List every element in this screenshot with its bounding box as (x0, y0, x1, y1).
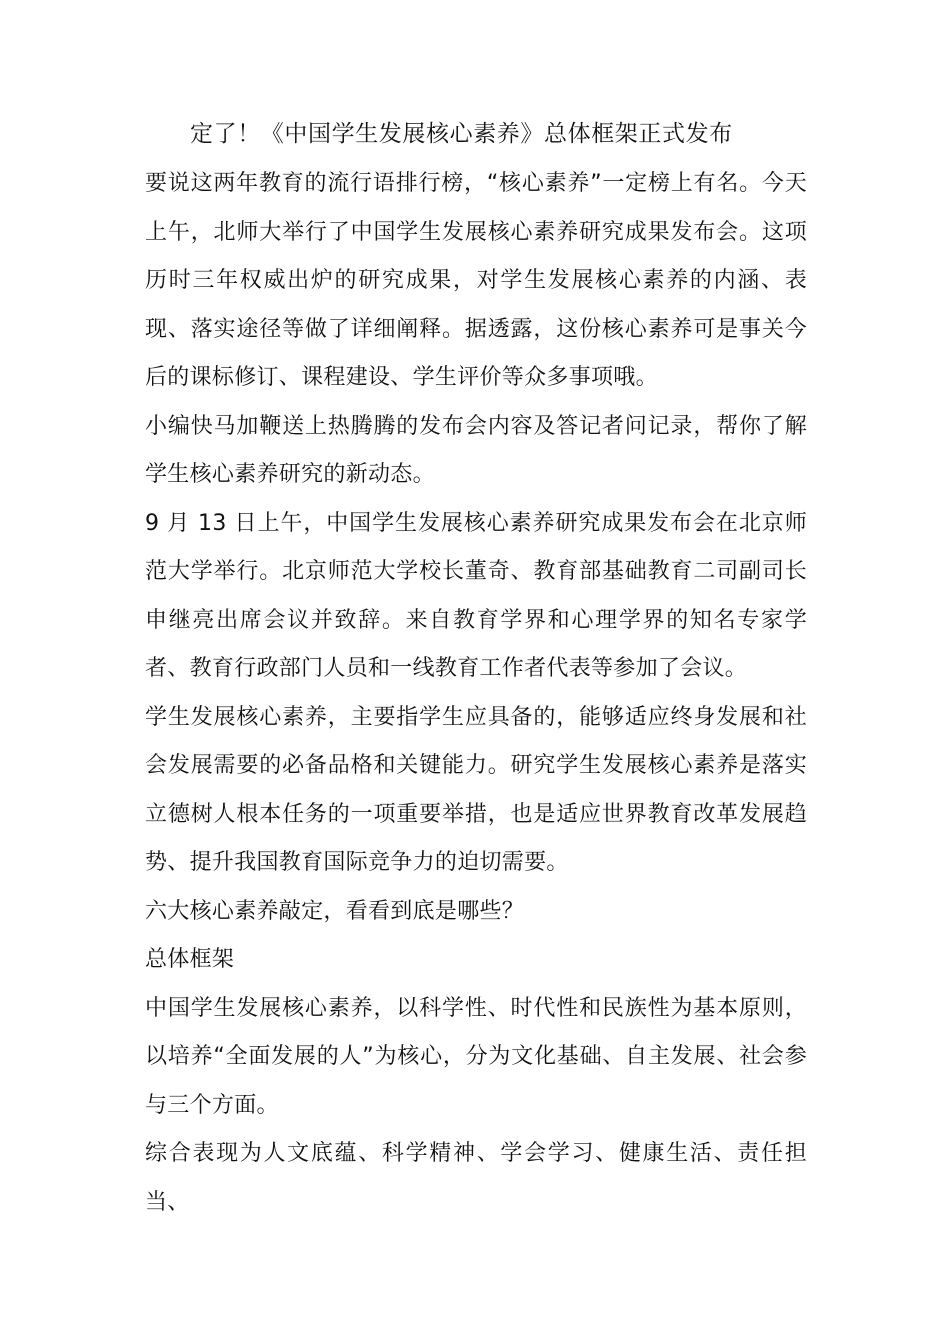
document-title: 定了！《中国学生发展核心素养》总体框架正式发布 (190, 121, 733, 147)
paragraph-definition: 学生发展核心素养，主要指学生应具备的，能够适应终身发展和社会发展需要的必备品格和关键能力。研究学生发展核心素养是落实立德树人根本任务的一项重要举措，也是适应世界教育改革发展趋势、提升我国教育国际竞争力的迫切需要。 (145, 704, 807, 875)
paragraph-framework: 中国学生发展核心素养，以科学性、时代性和民族性为基本原则，以培养“全面发展的人”为核心，分为文化基础、自主发展、社会参与三个方面。 (145, 995, 807, 1118)
paragraph-conference: 9 月 13 日上午，中国学生发展核心素养研究成果发布会在北京师范大学举行。北京师范大学校长董奇、教育部基础教育二司副司长申继亮出席会议并致辞。来自教育学界和心理学界的知名专家学者、教育行政部门人员和一线教育工作者代表等参加了会议。 (145, 510, 807, 681)
paragraph-six-competencies: 六大核心素养敲定，看看到底是哪些？ (145, 898, 525, 924)
document-body (145, 114, 807, 1227)
paragraph-editor-note: 小编快马加鞭送上热腾腾的发布会内容及答记者问记录，帮你了解学生核心素养研究的新动态。 (145, 413, 807, 487)
section-heading-framework: 总体框架 (145, 947, 235, 972)
paragraph-summary: 综合表现为人文底蕴、科学精神、学会学习、健康生活、责任担当、 (145, 1141, 807, 1215)
paragraph-intro: 要说这两年教育的流行语排行榜，“核心素养”一定榜上有名。今天上午，北师大举行了中国学生发展核心素养研究成果发布会。这项历时三年权威出炉的研究成果，对学生发展核心素养的内涵、表现、落实途径等做了详细阐释。据透露，这份核心素养可是事关今后的课标修订、课程建设、学生评价等众多事项哦。 (145, 171, 807, 390)
